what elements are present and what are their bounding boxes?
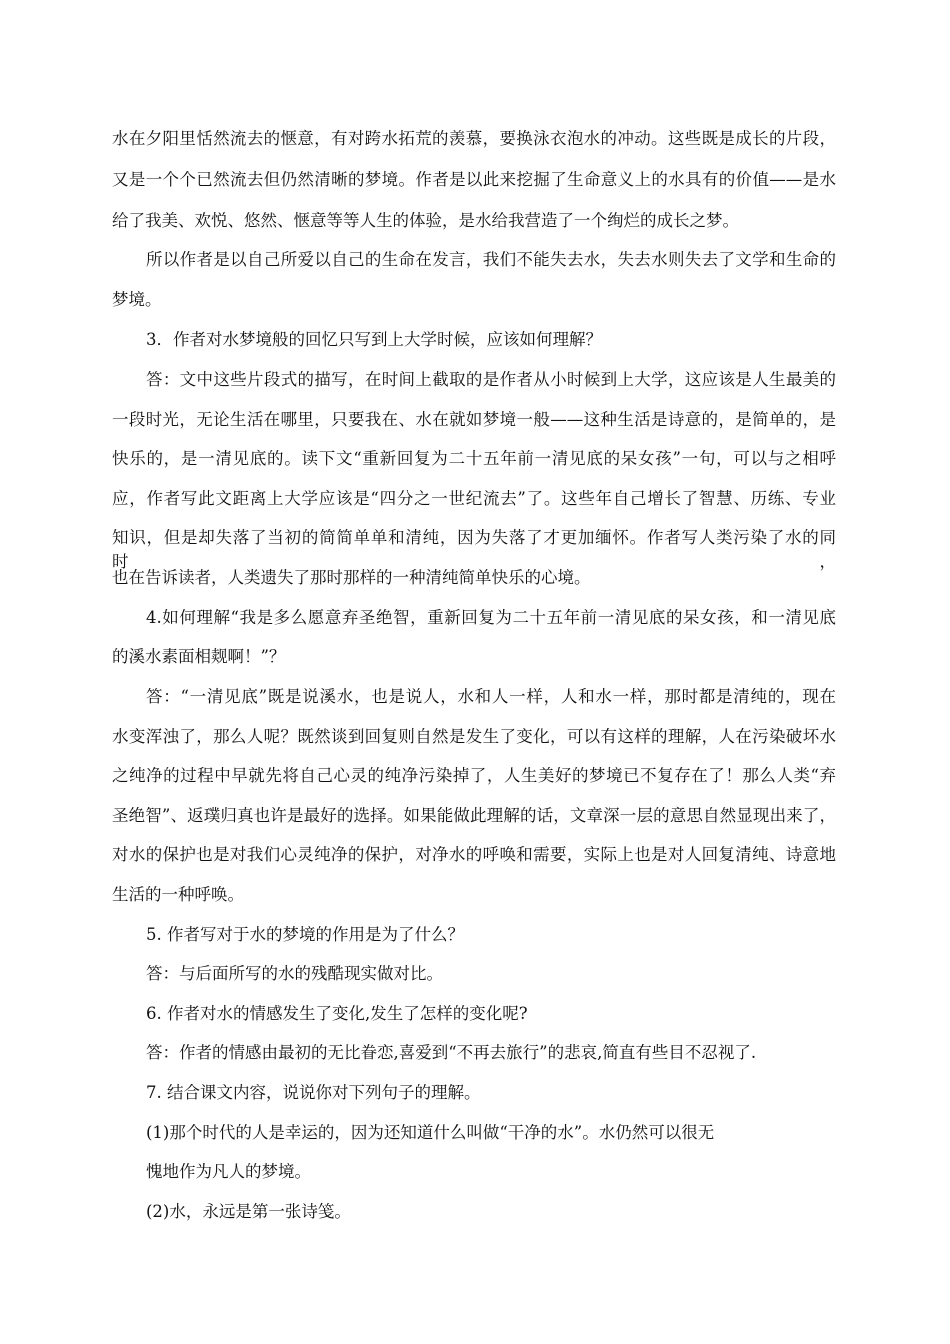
text-line: 也在告诉读者，人类遗失了那时那样的一种清纯简单快乐的心境。 <box>112 568 591 587</box>
text-line: 给了我美、欢悦、悠然、惬意等等人生的体验，是水给我营造了一个绚烂的成长之梦。 <box>112 211 739 230</box>
text-line: 所以作者是以自己所爱以自己的生命在发言，我们不能失去水，失去水则失去了文学和生命的 <box>146 250 836 269</box>
question-5: 5. 作者写对于水的梦境的作用是为了什么？ <box>146 925 464 944</box>
question-3: 3．作者对水梦境般的回忆只写到上大学时候，应该如何理解？ <box>146 330 602 349</box>
text-line: 圣绝智”、返璞归真也许是最好的选择。如果能做此理解的话，文章深一层的意思自然显现出来了， <box>112 806 836 825</box>
text-line: 应，作者写此文距离上大学应该是“四分之一世纪流去”了。这些年自己增长了智慧、历练、专业 <box>112 489 836 508</box>
text-line: 又是一个个已然流去但仍然清晰的梦境。作者是以此来挖掘了生命意义上的水具有的价值——是水 <box>112 170 836 189</box>
text-line: 对水的保护也是对我们心灵纯净的保护，对净水的呼唤和需要，实际上也是对人回复清纯、诗意地 <box>112 845 836 864</box>
text-line: 愧地作为凡人的梦境。 <box>146 1162 311 1181</box>
question-4: 4.如何理解“我是多么愿意弃圣绝智，重新回复为二十五年前一清见底的呆女孩，和一清见底 <box>146 608 836 627</box>
sentence-1: (1)那个时代的人是幸运的，因为还知道什么叫做“干净的水”。水仍然可以很无 <box>146 1123 715 1142</box>
text-line: 知识，但是却失落了当初的简简单单和清纯，因为失落了才更加缅怀。作者写人类污染了水的同时， <box>112 528 836 571</box>
text-line: 生活的一种呼唤。 <box>112 885 244 904</box>
question-6: 6. 作者对水的情感发生了变化,发生了怎样的变化呢? <box>146 1004 528 1023</box>
question-7: 7. 结合课文内容，说说你对下列句子的理解。 <box>146 1083 481 1102</box>
answer-5: 答：与后面所写的水的残酷现实做对比。 <box>146 964 443 983</box>
answer-4: 答：“一清见底”既是说溪水，也是说人，水和人一样，人和水一样，那时都是清纯的，现在 <box>146 687 836 706</box>
text-line: 梦境。 <box>112 290 162 309</box>
text-line: 水在夕阳里恬然流去的惬意，有对跨水拓荒的羡慕，要换泳衣泡水的冲动。这些既是成长的片段， <box>112 129 836 148</box>
text-line: 之纯净的过程中早就先将自己心灵的纯净污染掉了，人生美好的梦境已不复存在了！那么人类“弃 <box>112 766 836 785</box>
text-line: 快乐的，是一清见底的。读下文“重新回复为二十五年前一清见底的呆女孩”一句，可以与之相呼 <box>112 449 836 468</box>
answer-3: 答：文中这些片段式的描写，在时间上截取的是作者从小时候到上大学，这应该是人生最美的 <box>146 370 836 389</box>
text-line: 水变浑浊了，那么人呢？既然谈到回复则自然是发生了变化，可以有这样的理解，人在污染破坏水 <box>112 727 836 746</box>
text-line: 一段时光，无论生活在哪里，只要我在、水在就如梦境一般——这种生活是诗意的，是简单的，是 <box>112 410 836 429</box>
answer-6: 答：作者的情感由最初的无比眷恋,喜爱到“不再去旅行”的悲哀,简直有些目不忍视了. <box>146 1043 757 1062</box>
text-line: 的溪水素面相觌啊！”？ <box>112 647 286 666</box>
sentence-2: (2)水，永远是第一张诗笺。 <box>146 1202 351 1221</box>
